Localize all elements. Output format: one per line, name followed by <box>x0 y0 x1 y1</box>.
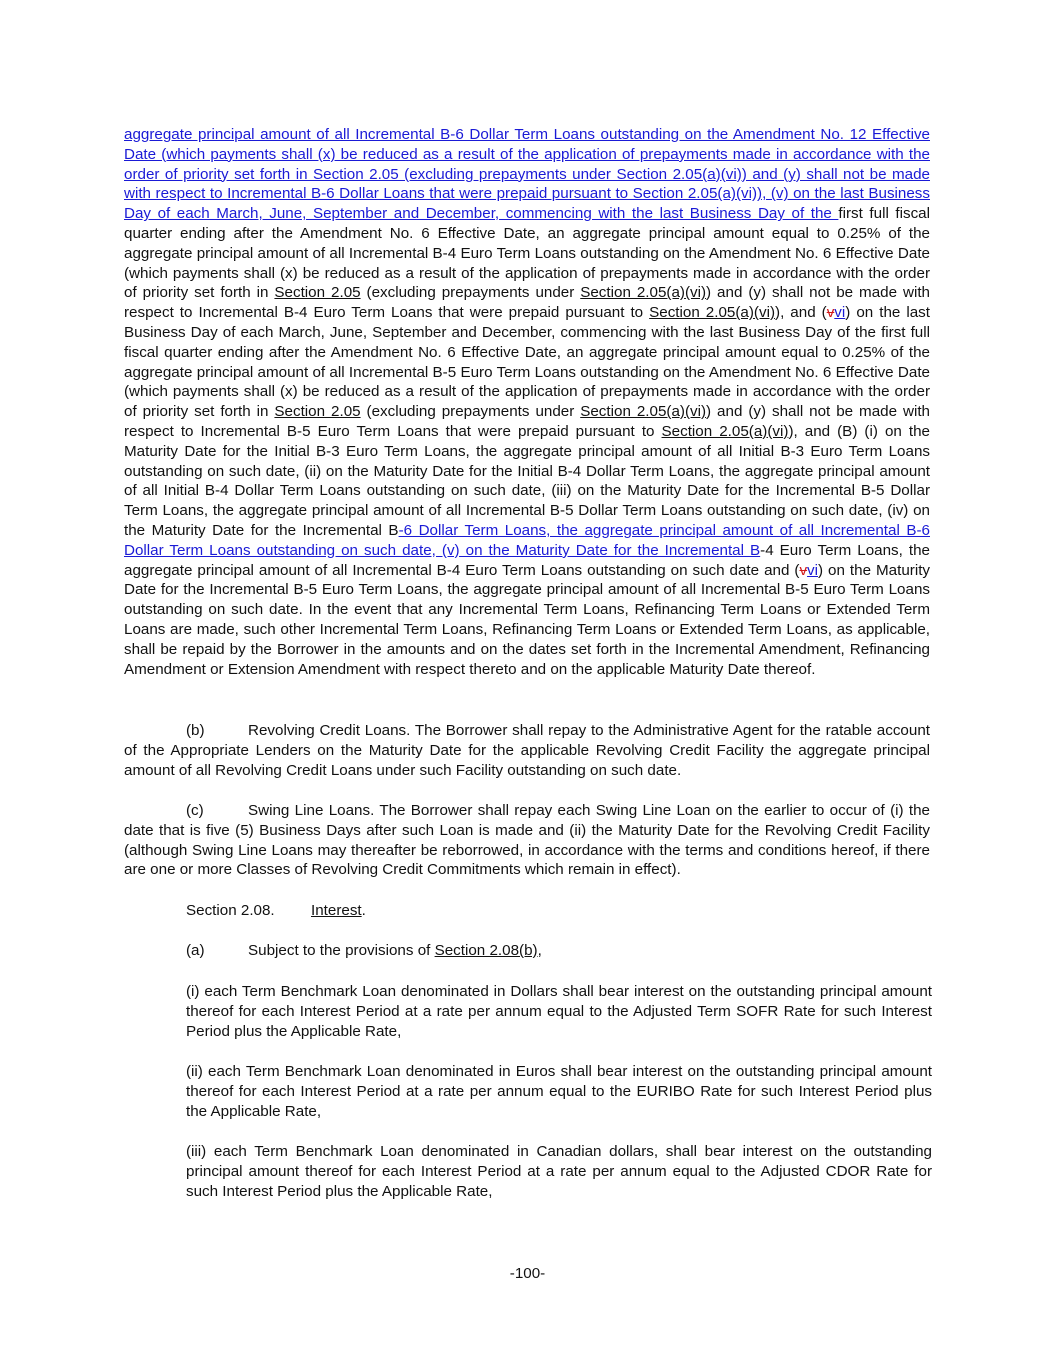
page-number: -100- <box>509 1265 546 1282</box>
section-reference: Section 2.05(a)(vi) <box>649 304 776 322</box>
section-reference: Section 2.05 <box>274 284 361 302</box>
paragraph-label: (c) <box>186 802 204 819</box>
section-reference: Section 2.05 <box>274 403 361 421</box>
clause-ii: (ii) each Term Benchmark Loan denominated in Euros shall bear interest on the outstanding principal amount thereof for each Interest Period at a rate per annum equal to the EURIBO Rate for such Interest Period plus the Applicable Rate, <box>186 1063 932 1120</box>
deleted-text: v <box>826 304 835 322</box>
paragraph-label: (b) <box>186 722 205 739</box>
inserted-text: aggregate principal amount of all Incremental B-6 Dollar Term Loans outstanding on the Amendment No. 12 Effective Date (which payments shall (x) be reduced as a result of the application of prepayments made in accordance with the order of priority set forth in Section 2.05 (excluding prepayments under Section 2.05(a)(vi)) and (y) shall not be made with respect to Incremental B-6 Dollar Loans that were prepaid pursuant to Section 2.05(a)(vi)), (v) on the last Business Day of each March, June, September and December, commencing with the last Business Day of the <box>124 126 930 223</box>
inserted-text: vi <box>834 304 846 322</box>
clause-i: (i) each Term Benchmark Loan denominated in Dollars shall bear interest on the outstanding principal amount thereof for each Interest Period at a rate per annum equal to the Adjusted Term SOFR Rate for such Interest Period plus the Applicable Rate, <box>186 983 932 1040</box>
section-reference: Section 2.05(a)(vi) <box>661 422 789 440</box>
subsection-a: (a) Subject to the provisions of Section 2.08(b), <box>186 942 542 959</box>
inserted-text: vi <box>807 561 819 579</box>
inserted-text: -6 Dollar Term Loans, the aggregate principal amount of all Incremental B-6 Dollar Term Loans outstanding on such date, (v) on the Maturity Date for the Incremental B <box>124 521 930 559</box>
section-number: Section 2.08. <box>186 902 275 919</box>
section-reference: Section 2.08(b) <box>434 942 538 959</box>
paragraph-label: (a) <box>186 942 205 959</box>
paragraph-c: (c) Swing Line Loans. The Borrower shall repay each Swing Line Loan on the earlier to occur of (i) the date that is five (5) Business Days after such Loan is made and (ii) the Maturity Date for the Revolving Credit Facility (although Swing Line Loans may thereafter be reborrowed, in accordance with the terms and conditions hereof, if there are one or more Classes of Revolving Credit Commitments which remain in effect). <box>124 802 930 879</box>
clause-iii: (iii) each Term Benchmark Loan denominated in Canadian dollars, shall bear interest on the outstanding principal amount thereof for each Interest Period at a rate per annum equal to the Adjusted CDOR Rate for such Interest Period plus the Applicable Rate, <box>186 1143 932 1200</box>
section-title: Interest <box>311 902 362 919</box>
section-reference: Section 2.05(a)(vi) <box>580 403 707 421</box>
paragraph-b: (b) Revolving Credit Loans. The Borrower shall repay to the Administrative Agent for the ratable account of the Appropriate Lenders on the Maturity Date for the applicable Revolving Credit Facility the aggregate principal amount of all Revolving Credit Loans under such Facility outstanding on such date. <box>124 722 930 779</box>
deleted-text: v <box>799 561 808 579</box>
section-reference: Section 2.05(a)(vi) <box>580 284 707 302</box>
section-heading: Section 2.08. Interest. <box>186 902 366 919</box>
paragraph-a-continuation: aggregate principal amount of all Incremental B-6 Dollar Term Loans outstanding on the Amendment No. 12 Effective Date (which payments shall (x) be reduced as a result of the application of prepayments made in accordance with the order of priority set forth in Section 2.05 (excluding prepayments under Section 2.05(a)(vi)) and (y) shall not be made with respect to Incremental B-6 Dollar Loans that were prepaid pursuant to Section 2.05(a)(vi)), (v) on the last Business Day of each March, June, September and December, commencing with the last Business Day of the first full fiscal quarter ending after the Amendment No. 6 Effective Date, an aggregate principal amount equal to 0.25% of the aggregate principal amount of all Incremental B-4 Euro Term Loans outstanding on the Amendment No. 6 Effective Date (which payments shall (x) be reduced as a result of the application of prepayments made in accordance with the order of priority set forth in Section 2.05 (excluding prepayments under Section 2.05(a)(vi)) and (y) shall not be made with respect to Incremental B-4 Euro Term Loans that were prepaid pursuant to Section 2.05(a)(vi)), and (vvi) on the last Business Day of each March, June, September and December, commencing with the last Business Day of the first full fiscal quarter ending after the Amendment No. 6 Effective Date, an aggregate principal amount equal to 0.25% of the aggregate principal amount of all Incremental B-5 Euro Term Loans outstanding on the Amendment No. 6 Effective Date (which payments shall (x) be reduced as a result of the application of prepayments made in accordance with the order of priority set forth in Section 2.05 (excluding prepayments under Section 2.05(a)(vi)) and (y) shall not be made with respect to Incremental B-5 Euro Term Loans that were prepaid pursuant to Section 2.05(a)(vi)), and (B) (i) on the Maturity Date for the Initial B-3 Euro Term Loans, the aggregate principal amount of all Initial B-3 Euro Term Loans outstanding on such date, (ii) on the Maturity Date for the Initial B-4 Dollar Term Loans, the aggregate principal amount of all Initial B-4 Dollar Term Loans outstanding on such date, (iii) on the Maturity Date for the Incremental B-5 Dollar Term Loans, the aggregate principal amount of all Incremental B-5 Dollar Term Loans outstanding on such date, (iv) on the Maturity Date for the Incremental B-6 Dollar Term Loans, the aggregate principal amount of all Incremental B-6 Dollar Term Loans outstanding on such date, (v) on the Maturity Date for the Incremental B-4 Euro Term Loans, the aggregate principal amount of all Incremental B-4 Euro Term Loans outstanding on such date and (vvi) on the Maturity Date for the Incremental B-5 Euro Term Loans, the aggregate principal amount of all Incremental B-5 Euro Term Loans outstanding on such date. In the event that any Incremental Term Loans, Refinancing Term Loans or Extended Term Loans are made, such other Incremental Term Loans, Refinancing Term Loans or Extended Term Loans, as applicable, shall be repaid by the Borrower in the amounts and on the dates set forth in the Incremental Amendment, Refinancing Amendment or Extension Amendment with respect thereto and on the applicable Maturity Date thereof. <box>124 126 931 678</box>
